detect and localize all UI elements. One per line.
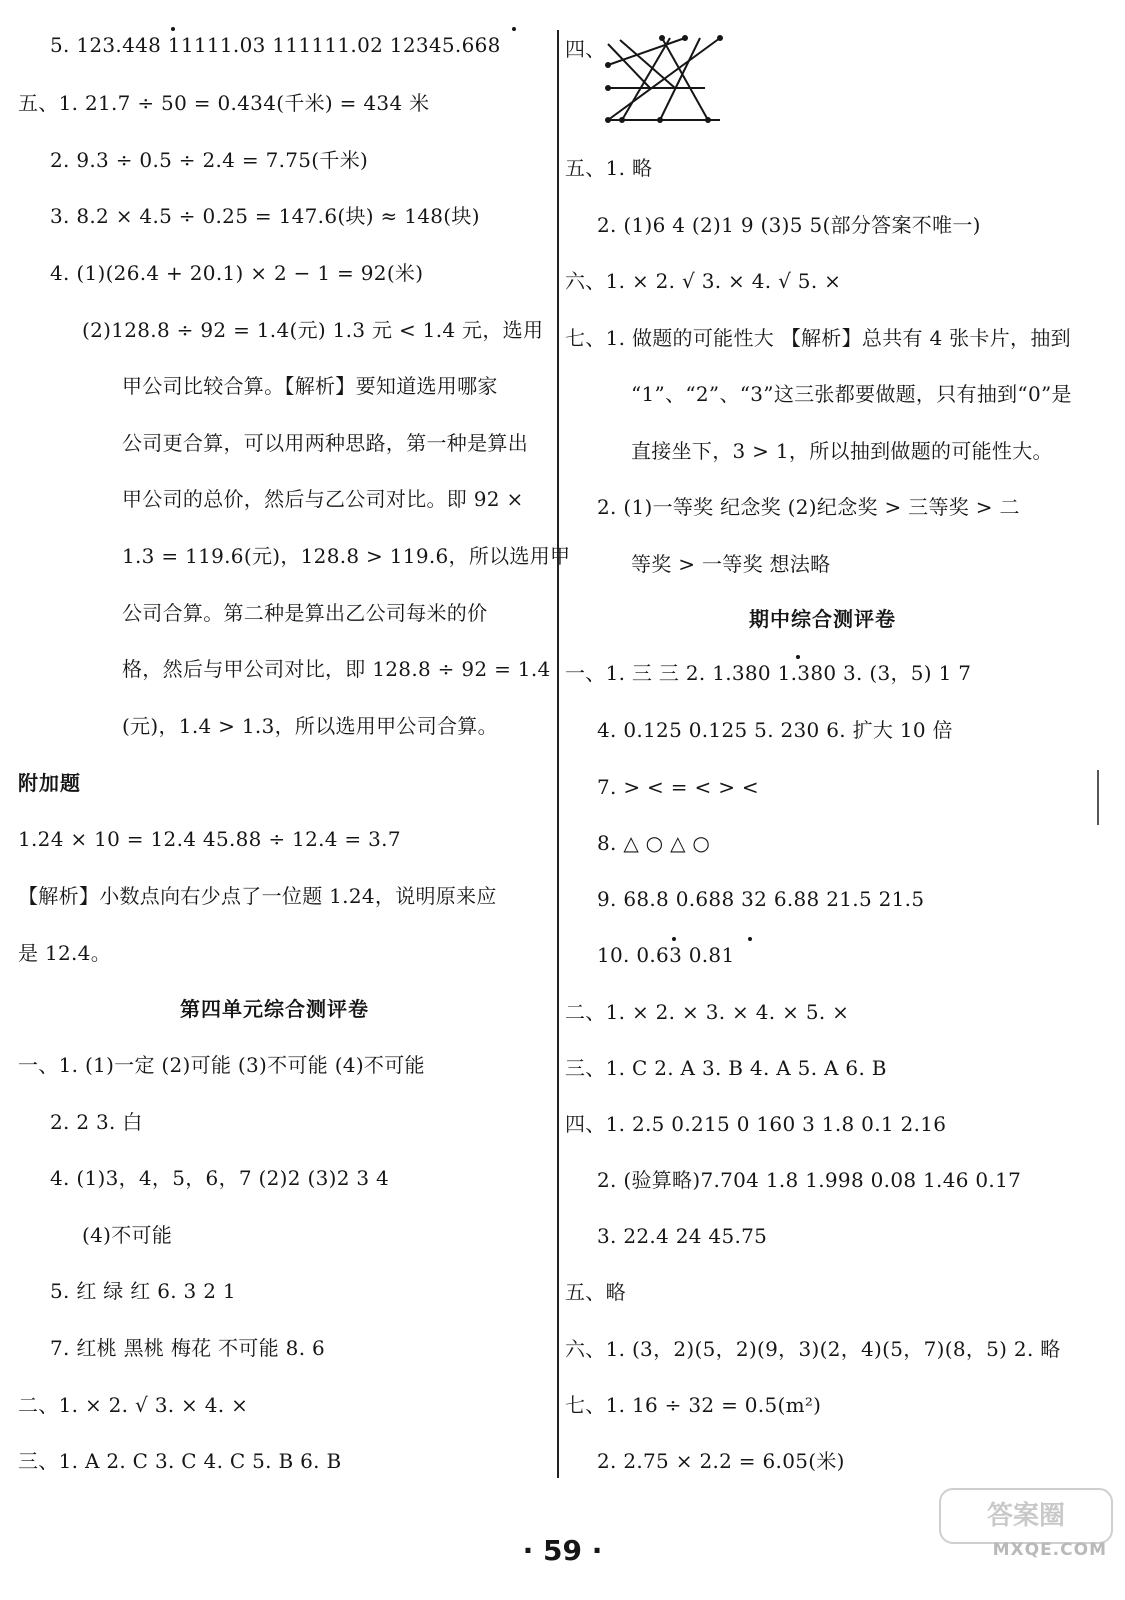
answer-line: 五、1. 21.7 ÷ 50 = 0.434(千米) = 434 米: [18, 91, 430, 115]
answer-line: 3. 22.4 24 45.75: [597, 1224, 768, 1248]
answer-line: 【解析】小数点向右少点了一位题 1.24，说明原来应: [18, 884, 497, 908]
page-number: · 59 ·: [522, 1534, 603, 1567]
answer-line: 格，然后与甲公司对比，即 128.8 ÷ 92 = 1.4: [122, 657, 551, 681]
answer-line: 8. △ ○ △ ○: [597, 831, 711, 855]
answer-line: 三、1. A 2. C 3. C 4. C 5. B 6. B: [18, 1449, 342, 1473]
answer-line: 5. 123.448 11111.03 111111.02 12345.668: [50, 33, 501, 57]
watermark-url: MXQE.COM: [992, 1540, 1107, 1560]
answer-line: 4. (1)(26.4 + 20.1) × 2 − 1 = 92(米): [50, 261, 424, 285]
answer-line: 4. (1)3，4，5，6，7 (2)2 (3)2 3 4: [50, 1166, 390, 1190]
answer-line: 五、1. 略: [565, 156, 653, 180]
answer-line: 4. 0.125 0.125 5. 230 6. 扩大 10 倍: [597, 718, 953, 742]
answer-line: 甲公司比较合算。【解析】要知道选用哪家: [122, 374, 498, 398]
answer-line: 四、1. 2.5 0.215 0 160 3 1.8 0.1 2.16: [565, 1112, 947, 1136]
repeat-dot: [672, 937, 676, 941]
repeat-dot: [512, 27, 516, 31]
answer-line: 甲公司的总价，然后与乙公司对比。即 92 ×: [122, 487, 524, 511]
answer-line: 1.3 = 119.6(元)，128.8 > 119.6，所以选用甲: [122, 544, 571, 568]
repeat-dot: [796, 655, 800, 659]
answer-line: 是 12.4。: [18, 941, 111, 965]
answer-line: 五、略: [565, 1280, 626, 1304]
answer-line: (元)，1.4 > 1.3，所以选用甲公司合算。: [122, 714, 498, 738]
answer-line: 六、1. (3，2)(5，2)(9，3)(2，4)(5，7)(8，5) 2. 略: [565, 1337, 1061, 1361]
answer-line: 2. (验算略)7.704 1.8 1.998 0.08 1.46 0.17: [597, 1168, 1022, 1192]
answer-line: 直接坐下，3 > 1，所以抽到做题的可能性大。: [631, 439, 1053, 463]
answer-line: 公司合算。第二种是算出乙公司每米的价: [122, 601, 488, 625]
answer-line: 等奖 > 一等奖 想法略: [631, 552, 831, 576]
answer-line: 2. 9.3 ÷ 0.5 ÷ 2.4 = 7.75(千米): [50, 148, 369, 172]
answer-line: (2)128.8 ÷ 92 = 1.4(元) 1.3 元 < 1.4 元，选用: [82, 318, 544, 342]
answer-line: 一、1. 三 三 2. 1.380 1.380 3. (3，5) 1 7: [565, 661, 972, 685]
answer-line: (4)不可能: [82, 1223, 173, 1247]
answer-line: 2. (1)6 4 (2)1 9 (3)5 5(部分答案不唯一): [597, 213, 981, 237]
repeat-dot: [748, 937, 752, 941]
answer-line: 二、1. × 2. √ 3. × 4. ×: [18, 1393, 249, 1417]
answer-line: 七、1. 做题的可能性大 【解析】总共有 4 张卡片，抽到: [565, 326, 1071, 350]
column-divider: [557, 30, 559, 1478]
answer-line: 三、1. C 2. A 3. B 4. A 5. A 6. B: [565, 1056, 887, 1080]
answer-line: “1”、“2”、“3”这三张都要做题，只有抽到“0”是: [631, 382, 1072, 406]
answer-line: 2. 2.75 × 2.2 = 6.05(米): [597, 1449, 845, 1473]
answer-line: 一、1. (1)一定 (2)可能 (3)不可能 (4)不可能: [18, 1053, 425, 1077]
answer-line: 7. 红桃 黑桃 梅花 不可能 8. 6: [50, 1336, 326, 1360]
section-heading: 附加题: [18, 771, 81, 795]
answer-line: 公司更合算，可以用两种思路，第一种是算出: [122, 431, 528, 455]
answer-line: 5. 红 绿 红 6. 3 2 1: [50, 1279, 236, 1303]
matching-lines-diagram: [600, 30, 730, 130]
answer-line: 1.24 × 10 = 12.4 45.88 ÷ 12.4 = 3.7: [18, 827, 401, 851]
answer-line: 3. 8.2 × 4.5 ÷ 0.25 = 147.6(块) ≈ 148(块): [50, 204, 480, 228]
section-title: 期中综合测评卷: [749, 607, 896, 631]
answer-line: 二、1. × 2. × 3. × 4. × 5. ×: [565, 1000, 850, 1024]
answer-line: 2. 2 3. 白: [50, 1110, 143, 1134]
answer-line: 七、1. 16 ÷ 32 = 0.5(m²): [565, 1393, 822, 1417]
answer-line: 10. 0.63 0.81: [597, 943, 735, 967]
edge-mark: [1097, 770, 1099, 825]
repeat-dot: [171, 27, 175, 31]
answer-line: 2. (1)一等奖 纪念奖 (2)纪念奖 > 三等奖 > 二: [597, 495, 1020, 519]
answer-line: 四、: [565, 37, 606, 61]
answer-line: 六、1. × 2. √ 3. × 4. √ 5. ×: [565, 269, 842, 293]
answer-line: 7. > < = < > <: [597, 775, 759, 799]
section-title: 第四单元综合测评卷: [180, 997, 369, 1021]
watermark-logo: 答案圈: [939, 1488, 1113, 1544]
answer-line: 9. 68.8 0.688 32 6.88 21.5 21.5: [597, 887, 925, 911]
